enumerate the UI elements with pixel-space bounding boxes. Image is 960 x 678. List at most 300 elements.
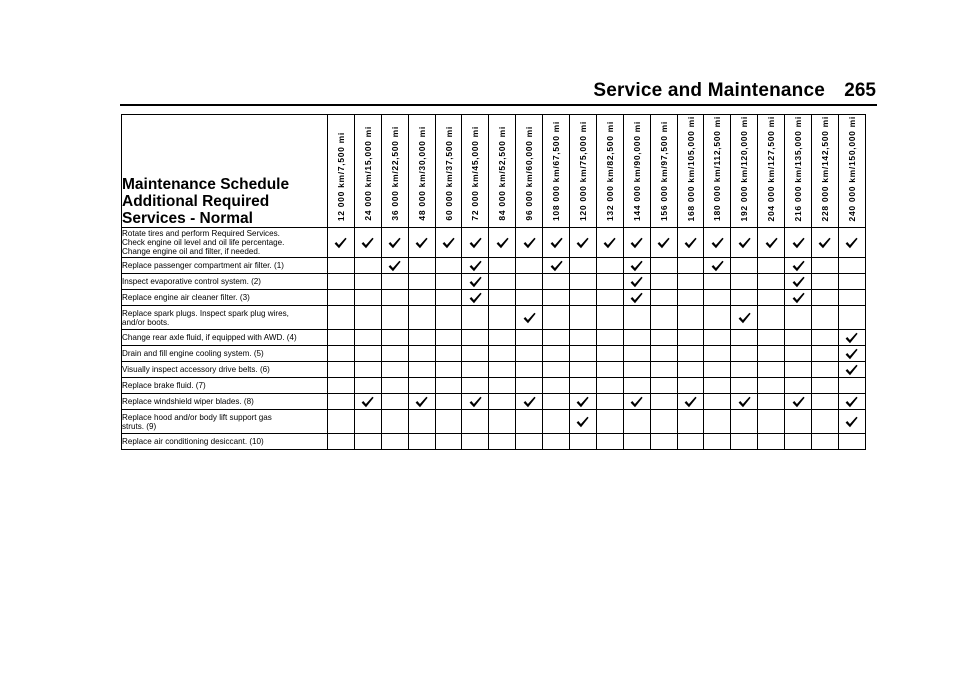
check-mark-icon xyxy=(496,237,509,249)
service-description xyxy=(122,290,328,306)
schedule-cell xyxy=(516,378,543,394)
schedule-cell xyxy=(704,394,731,410)
schedule-cell xyxy=(785,394,812,410)
schedule-cell xyxy=(731,330,758,346)
schedule-cell xyxy=(328,228,355,258)
schedule-cell xyxy=(758,330,785,346)
schedule-cell xyxy=(677,228,704,258)
service-text: struts. (9) xyxy=(122,421,157,431)
schedule-cell xyxy=(812,362,839,378)
service-text: Replace spark plugs. Inspect spark plug wires, xyxy=(122,308,289,318)
interval-header xyxy=(785,115,812,228)
interval-label: 24 000 km/15,000 mi xyxy=(362,126,373,221)
service-row xyxy=(122,330,866,346)
interval-header xyxy=(489,115,516,228)
service-text: Inspect evaporative control system. (2) xyxy=(122,277,262,286)
schedule-cell xyxy=(516,228,543,258)
service-text: Check engine oil level and oil life percentage. xyxy=(122,238,285,247)
schedule-cell xyxy=(596,394,623,410)
schedule-cell xyxy=(623,330,650,346)
schedule-cell xyxy=(731,290,758,306)
check-mark-icon xyxy=(684,237,697,249)
service-text: Change engine oil and filter, if needed. xyxy=(122,247,261,256)
schedule-cell xyxy=(623,228,650,258)
schedule-cell xyxy=(570,394,597,410)
check-mark-icon xyxy=(845,237,858,249)
schedule-cell xyxy=(516,306,543,330)
schedule-cell xyxy=(704,258,731,274)
schedule-cell xyxy=(570,228,597,258)
schedule-cell xyxy=(731,306,758,330)
schedule-cell xyxy=(704,434,731,450)
schedule-cell xyxy=(435,346,462,362)
interval-header xyxy=(677,115,704,228)
schedule-title-line: Services - Normal xyxy=(122,210,253,227)
schedule-cell xyxy=(838,346,865,362)
service-row xyxy=(122,378,866,394)
schedule-cell xyxy=(381,394,408,410)
check-mark-icon xyxy=(361,396,374,408)
check-mark-icon xyxy=(415,237,428,249)
schedule-cell xyxy=(435,290,462,306)
schedule-cell xyxy=(354,378,381,394)
check-mark-icon xyxy=(845,348,858,360)
schedule-cell xyxy=(354,290,381,306)
schedule-cell xyxy=(408,362,435,378)
interval-label: 120 000 km/75,000 mi xyxy=(577,120,588,221)
schedule-cell xyxy=(489,346,516,362)
schedule-cell xyxy=(408,228,435,258)
schedule-cell xyxy=(435,434,462,450)
schedule-cell xyxy=(623,362,650,378)
schedule-cell xyxy=(570,378,597,394)
check-mark-icon xyxy=(845,364,858,376)
check-mark-icon xyxy=(469,237,482,249)
interval-header xyxy=(462,115,489,228)
schedule-cell xyxy=(758,290,785,306)
schedule-cell xyxy=(489,362,516,378)
schedule-cell xyxy=(758,346,785,362)
interval-header-row xyxy=(122,115,866,228)
schedule-cell xyxy=(543,410,570,434)
schedule-cell xyxy=(650,330,677,346)
schedule-cell xyxy=(489,290,516,306)
schedule-cell xyxy=(785,378,812,394)
schedule-cell xyxy=(731,378,758,394)
schedule-cell xyxy=(838,228,865,258)
service-row xyxy=(122,306,866,330)
check-mark-icon xyxy=(630,292,643,304)
schedule-cell xyxy=(704,346,731,362)
schedule-cell xyxy=(408,434,435,450)
schedule-cell xyxy=(623,290,650,306)
schedule-cell xyxy=(543,362,570,378)
check-mark-icon xyxy=(334,237,347,249)
check-mark-icon xyxy=(711,237,724,249)
check-mark-icon xyxy=(576,396,589,408)
schedule-cell xyxy=(677,290,704,306)
schedule-cell xyxy=(408,394,435,410)
interval-header xyxy=(381,115,408,228)
schedule-cell xyxy=(489,330,516,346)
schedule-title-line: Additional Required xyxy=(122,193,270,210)
check-mark-icon xyxy=(630,237,643,249)
schedule-cell xyxy=(812,290,839,306)
check-mark-icon xyxy=(630,260,643,272)
schedule-cell xyxy=(677,378,704,394)
schedule-cell xyxy=(758,274,785,290)
check-mark-icon xyxy=(523,237,536,249)
schedule-cell xyxy=(677,330,704,346)
schedule-cell xyxy=(435,362,462,378)
service-text: Replace engine air cleaner filter. (3) xyxy=(122,293,250,302)
schedule-cell xyxy=(785,410,812,434)
schedule-cell xyxy=(408,290,435,306)
schedule-cell xyxy=(650,274,677,290)
schedule-cell xyxy=(381,306,408,330)
schedule-cell xyxy=(516,330,543,346)
schedule-cell xyxy=(435,410,462,434)
check-mark-icon xyxy=(603,237,616,249)
service-row xyxy=(122,410,866,434)
schedule-cell xyxy=(650,378,677,394)
schedule-cell xyxy=(623,434,650,450)
schedule-cell xyxy=(381,434,408,450)
schedule-cell xyxy=(435,274,462,290)
check-mark-icon xyxy=(792,292,805,304)
schedule-cell xyxy=(354,258,381,274)
schedule-cell xyxy=(435,228,462,258)
schedule-cell xyxy=(462,362,489,378)
interval-label: 204 000 km/127,500 mi xyxy=(766,115,777,221)
schedule-cell xyxy=(570,306,597,330)
maintenance-schedule-table xyxy=(121,114,866,450)
schedule-cell xyxy=(758,394,785,410)
service-row xyxy=(122,274,866,290)
schedule-cell xyxy=(462,330,489,346)
schedule-cell xyxy=(758,258,785,274)
schedule-cell xyxy=(462,290,489,306)
interval-label: 108 000 km/67,500 mi xyxy=(551,120,562,221)
schedule-cell xyxy=(328,434,355,450)
schedule-cell xyxy=(570,346,597,362)
schedule-cell xyxy=(462,306,489,330)
schedule-cell xyxy=(650,306,677,330)
schedule-cell xyxy=(489,394,516,410)
service-text: Replace brake fluid. (7) xyxy=(122,381,206,390)
schedule-cell xyxy=(838,274,865,290)
schedule-cell xyxy=(758,362,785,378)
schedule-cell xyxy=(381,258,408,274)
schedule-cell xyxy=(596,410,623,434)
interval-header xyxy=(838,115,865,228)
check-mark-icon xyxy=(792,237,805,249)
interval-header xyxy=(328,115,355,228)
schedule-cell xyxy=(838,394,865,410)
schedule-cell xyxy=(381,410,408,434)
schedule-cell xyxy=(462,394,489,410)
schedule-cell xyxy=(596,330,623,346)
schedule-cell xyxy=(408,274,435,290)
schedule-cell xyxy=(516,434,543,450)
check-mark-icon xyxy=(792,276,805,288)
check-mark-icon xyxy=(550,260,563,272)
schedule-cell xyxy=(677,306,704,330)
schedule-cell xyxy=(677,258,704,274)
schedule-cell xyxy=(785,346,812,362)
schedule-cell xyxy=(328,290,355,306)
service-text: Replace air conditioning desiccant. (10) xyxy=(122,437,264,446)
schedule-title xyxy=(122,115,328,228)
schedule-cell xyxy=(516,274,543,290)
schedule-cell xyxy=(650,434,677,450)
schedule-cell xyxy=(731,410,758,434)
schedule-cell xyxy=(650,410,677,434)
schedule-cell xyxy=(623,258,650,274)
schedule-cell xyxy=(704,378,731,394)
schedule-cell xyxy=(354,410,381,434)
page-number: 265 xyxy=(844,80,876,101)
schedule-cell xyxy=(570,330,597,346)
schedule-cell xyxy=(677,394,704,410)
schedule-cell xyxy=(704,306,731,330)
check-mark-icon xyxy=(684,396,697,408)
check-mark-icon xyxy=(442,237,455,249)
schedule-cell xyxy=(328,274,355,290)
schedule-cell xyxy=(462,258,489,274)
interval-header xyxy=(704,115,731,228)
service-text: Replace windshield wiper blades. (8) xyxy=(122,397,254,406)
schedule-cell xyxy=(758,228,785,258)
schedule-cell xyxy=(381,274,408,290)
section-title: Service and Maintenance xyxy=(593,80,825,101)
schedule-cell xyxy=(838,378,865,394)
check-mark-icon xyxy=(576,237,589,249)
schedule-cell xyxy=(785,290,812,306)
schedule-cell xyxy=(489,410,516,434)
service-row xyxy=(122,290,866,306)
service-text: Replace passenger compartment air filter. (1) xyxy=(122,261,284,270)
schedule-cell xyxy=(381,228,408,258)
schedule-cell xyxy=(596,306,623,330)
interval-label: 36 000 km/22,500 mi xyxy=(389,126,400,221)
interval-label: 12 000 km/7,500 mi xyxy=(335,131,346,221)
schedule-cell xyxy=(812,258,839,274)
interval-header xyxy=(758,115,785,228)
check-mark-icon xyxy=(469,260,482,272)
schedule-cell xyxy=(408,330,435,346)
interval-label: 156 000 km/97,500 mi xyxy=(658,120,669,221)
service-row xyxy=(122,346,866,362)
schedule-cell xyxy=(785,258,812,274)
schedule-cell xyxy=(704,330,731,346)
schedule-cell xyxy=(731,434,758,450)
interval-label: 132 000 km/82,500 mi xyxy=(604,120,615,221)
check-mark-icon xyxy=(523,396,536,408)
schedule-cell xyxy=(328,346,355,362)
schedule-cell xyxy=(489,258,516,274)
schedule-cell xyxy=(570,410,597,434)
service-row xyxy=(122,258,866,274)
check-mark-icon xyxy=(845,396,858,408)
schedule-cell xyxy=(812,274,839,290)
check-mark-icon xyxy=(765,237,778,249)
schedule-cell xyxy=(596,362,623,378)
interval-label: 228 000 km/142,500 mi xyxy=(819,115,830,221)
schedule-cell xyxy=(543,330,570,346)
check-mark-icon xyxy=(738,237,751,249)
schedule-cell xyxy=(543,346,570,362)
schedule-cell xyxy=(435,258,462,274)
schedule-cell xyxy=(435,378,462,394)
check-mark-icon xyxy=(792,396,805,408)
check-mark-icon xyxy=(630,276,643,288)
interval-header xyxy=(354,115,381,228)
schedule-cell xyxy=(543,434,570,450)
schedule-cell xyxy=(462,434,489,450)
interval-label: 192 000 km/120,000 mi xyxy=(739,115,750,221)
schedule-cell xyxy=(516,410,543,434)
interval-label: 84 000 km/52,500 mi xyxy=(497,126,508,221)
schedule-cell xyxy=(543,228,570,258)
schedule-cell xyxy=(328,378,355,394)
interval-label: 240 000 km/150,000 mi xyxy=(846,115,857,221)
schedule-cell xyxy=(838,306,865,330)
schedule-cell xyxy=(677,346,704,362)
schedule-cell xyxy=(462,346,489,362)
schedule-cell xyxy=(596,434,623,450)
schedule-cell xyxy=(785,362,812,378)
schedule-title-line: Maintenance Schedule xyxy=(122,176,290,193)
schedule-cell xyxy=(812,394,839,410)
header-rule xyxy=(120,104,877,106)
schedule-cell xyxy=(812,434,839,450)
schedule-cell xyxy=(408,410,435,434)
service-description xyxy=(122,346,328,362)
schedule-cell xyxy=(354,274,381,290)
check-mark-icon xyxy=(738,396,751,408)
interval-header xyxy=(570,115,597,228)
schedule-cell xyxy=(623,394,650,410)
service-text: and/or boots. xyxy=(122,317,170,327)
schedule-cell xyxy=(328,394,355,410)
schedule-cell xyxy=(354,434,381,450)
schedule-cell xyxy=(328,330,355,346)
service-description xyxy=(122,330,328,346)
schedule-cell xyxy=(489,434,516,450)
schedule-cell xyxy=(570,258,597,274)
schedule-cell xyxy=(596,378,623,394)
service-row xyxy=(122,394,866,410)
schedule-cell xyxy=(623,410,650,434)
schedule-cell xyxy=(704,410,731,434)
schedule-cell xyxy=(650,362,677,378)
interval-header xyxy=(812,115,839,228)
service-description xyxy=(122,362,328,378)
service-text: Drain and fill engine cooling system. (5) xyxy=(122,349,264,358)
interval-label: 180 000 km/112,500 mi xyxy=(712,116,723,221)
schedule-cell xyxy=(516,290,543,306)
schedule-cell xyxy=(543,306,570,330)
check-mark-icon xyxy=(657,237,670,249)
service-text: Change rear axle fluid, if equipped with AWD. (4) xyxy=(122,333,297,342)
schedule-cell xyxy=(435,394,462,410)
check-mark-icon xyxy=(576,416,589,428)
check-mark-icon xyxy=(469,292,482,304)
interval-header xyxy=(408,115,435,228)
interval-header xyxy=(596,115,623,228)
interval-header xyxy=(650,115,677,228)
schedule-cell xyxy=(489,228,516,258)
schedule-cell xyxy=(731,228,758,258)
service-description xyxy=(122,410,328,434)
schedule-cell xyxy=(812,330,839,346)
schedule-cell xyxy=(381,362,408,378)
service-description xyxy=(122,228,328,258)
check-mark-icon xyxy=(523,312,536,324)
schedule-cell xyxy=(381,378,408,394)
schedule-cell xyxy=(596,290,623,306)
schedule-cell xyxy=(354,228,381,258)
schedule-cell xyxy=(838,258,865,274)
schedule-cell xyxy=(543,378,570,394)
schedule-cell xyxy=(758,378,785,394)
schedule-cell xyxy=(650,258,677,274)
schedule-cell xyxy=(623,378,650,394)
schedule-cell xyxy=(758,410,785,434)
schedule-cell xyxy=(596,258,623,274)
check-mark-icon xyxy=(818,237,831,249)
service-text: Rotate tires and perform Required Services. xyxy=(122,229,280,238)
interval-label: 72 000 km/45,000 mi xyxy=(470,126,481,221)
schedule-cell xyxy=(462,410,489,434)
schedule-cell xyxy=(354,330,381,346)
check-mark-icon xyxy=(388,237,401,249)
schedule-cell xyxy=(435,306,462,330)
schedule-cell xyxy=(408,306,435,330)
schedule-cell xyxy=(704,274,731,290)
check-mark-icon xyxy=(469,276,482,288)
service-text: Replace hood and/or body lift support gas xyxy=(122,412,272,422)
service-description xyxy=(122,434,328,450)
interval-header xyxy=(731,115,758,228)
check-mark-icon xyxy=(415,396,428,408)
schedule-cell xyxy=(704,228,731,258)
schedule-cell xyxy=(408,258,435,274)
check-mark-icon xyxy=(845,416,858,428)
schedule-cell xyxy=(838,410,865,434)
check-mark-icon xyxy=(361,237,374,249)
service-description xyxy=(122,394,328,410)
schedule-cell xyxy=(516,346,543,362)
check-mark-icon xyxy=(845,332,858,344)
schedule-cell xyxy=(838,290,865,306)
schedule-cell xyxy=(704,362,731,378)
schedule-cell xyxy=(731,258,758,274)
schedule-cell xyxy=(381,346,408,362)
schedule-cell xyxy=(623,306,650,330)
interval-label: 60 000 km/37,500 mi xyxy=(443,126,454,221)
schedule-cell xyxy=(785,306,812,330)
schedule-cell xyxy=(570,274,597,290)
interval-label: 96 000 km/60,000 mi xyxy=(524,126,535,221)
schedule-cell xyxy=(812,346,839,362)
schedule-cell xyxy=(516,394,543,410)
check-mark-icon xyxy=(630,396,643,408)
service-description xyxy=(122,274,328,290)
schedule-cell xyxy=(354,306,381,330)
interval-header xyxy=(623,115,650,228)
